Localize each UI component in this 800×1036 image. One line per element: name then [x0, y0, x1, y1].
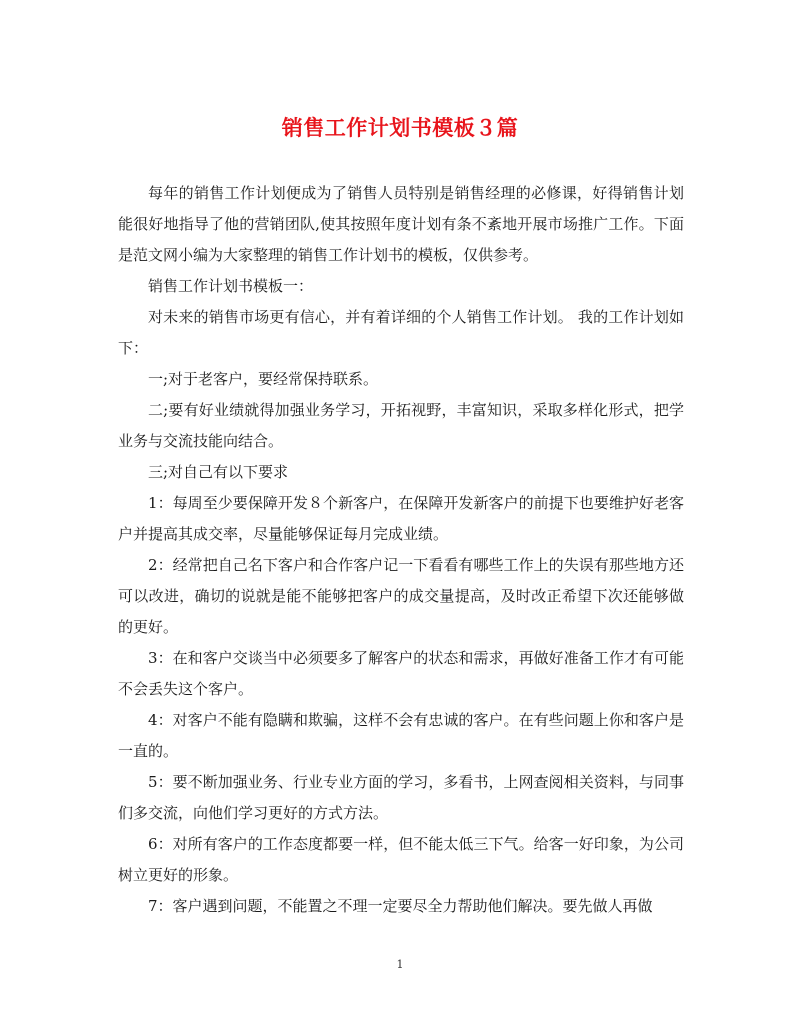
paragraph-template-heading: 销售工作计划书模板一： [148, 277, 314, 295]
paragraph-requirement-6: 6：对所有客户的工作态度都要一样，但不能太低三下气。给客一好印象，为公司树立更好的形象。 [118, 835, 684, 884]
document-body [118, 178, 684, 922]
paragraph-item-one: 一;对于老客户，要经常保持联系。 [148, 370, 379, 388]
paragraph-item-three: 三;对自己有以下要求 [148, 463, 289, 481]
document-title: 销售工作计划书模板３篇 [281, 115, 519, 140]
paragraph-requirement-3: 3：在和客户交谈当中必须要多了解客户的状态和需求，再做好准备工作才有可能不会丢失这个客户。 [118, 649, 684, 698]
paragraph-plan-intro: 对未来的销售市场更有信心，并有着详细的个人销售工作计划。 我的工作计划如下： [118, 308, 684, 357]
paragraph-requirement-4: 4：对客户不能有隐瞒和欺骗，这样不会有忠诚的客户。在有些问题上你和客户是一直的。 [118, 711, 684, 760]
paragraph-requirement-2: 2：经常把自己名下客户和合作客户记一下看看有哪些工作上的失误有那些地方还可以改进，确切的说就是能不能够把客户的成交量提高，及时改正希望下次还能够做的更好。 [118, 556, 684, 636]
paragraph-requirement-7: 7：客户遇到问题，不能置之不理一定要尽全力帮助他们解决。要先做人再做 [148, 897, 653, 915]
paragraph-requirement-1: 1：每周至少要保障开发８个新客户，在保障开发新客户的前提下也要维护好老客户并提高其成交率，尽量能够保证每月完成业绩。 [118, 494, 684, 543]
paragraph-requirement-5: 5：要不断加强业务、行业专业方面的学习，多看书，上网查阅相关资料，与同事们多交流，向他们学习更好的方式方法。 [118, 773, 684, 822]
paragraph-intro: 每年的销售工作计划便成为了销售人员特别是销售经理的必修课，好得销售计划能很好地指导了他的营销团队,使其按照年度计划有条不紊地开展市场推广工作。下面是范文网小编为大家整理的销售工作计划书的模板，仅供参考。 [118, 184, 684, 264]
paragraph-item-two: 二;要有好业绩就得加强业务学习，开拓视野，丰富知识，采取多样化形式，把学业务与交流技能向结合。 [118, 401, 684, 450]
page-number: 1 [396, 958, 404, 971]
